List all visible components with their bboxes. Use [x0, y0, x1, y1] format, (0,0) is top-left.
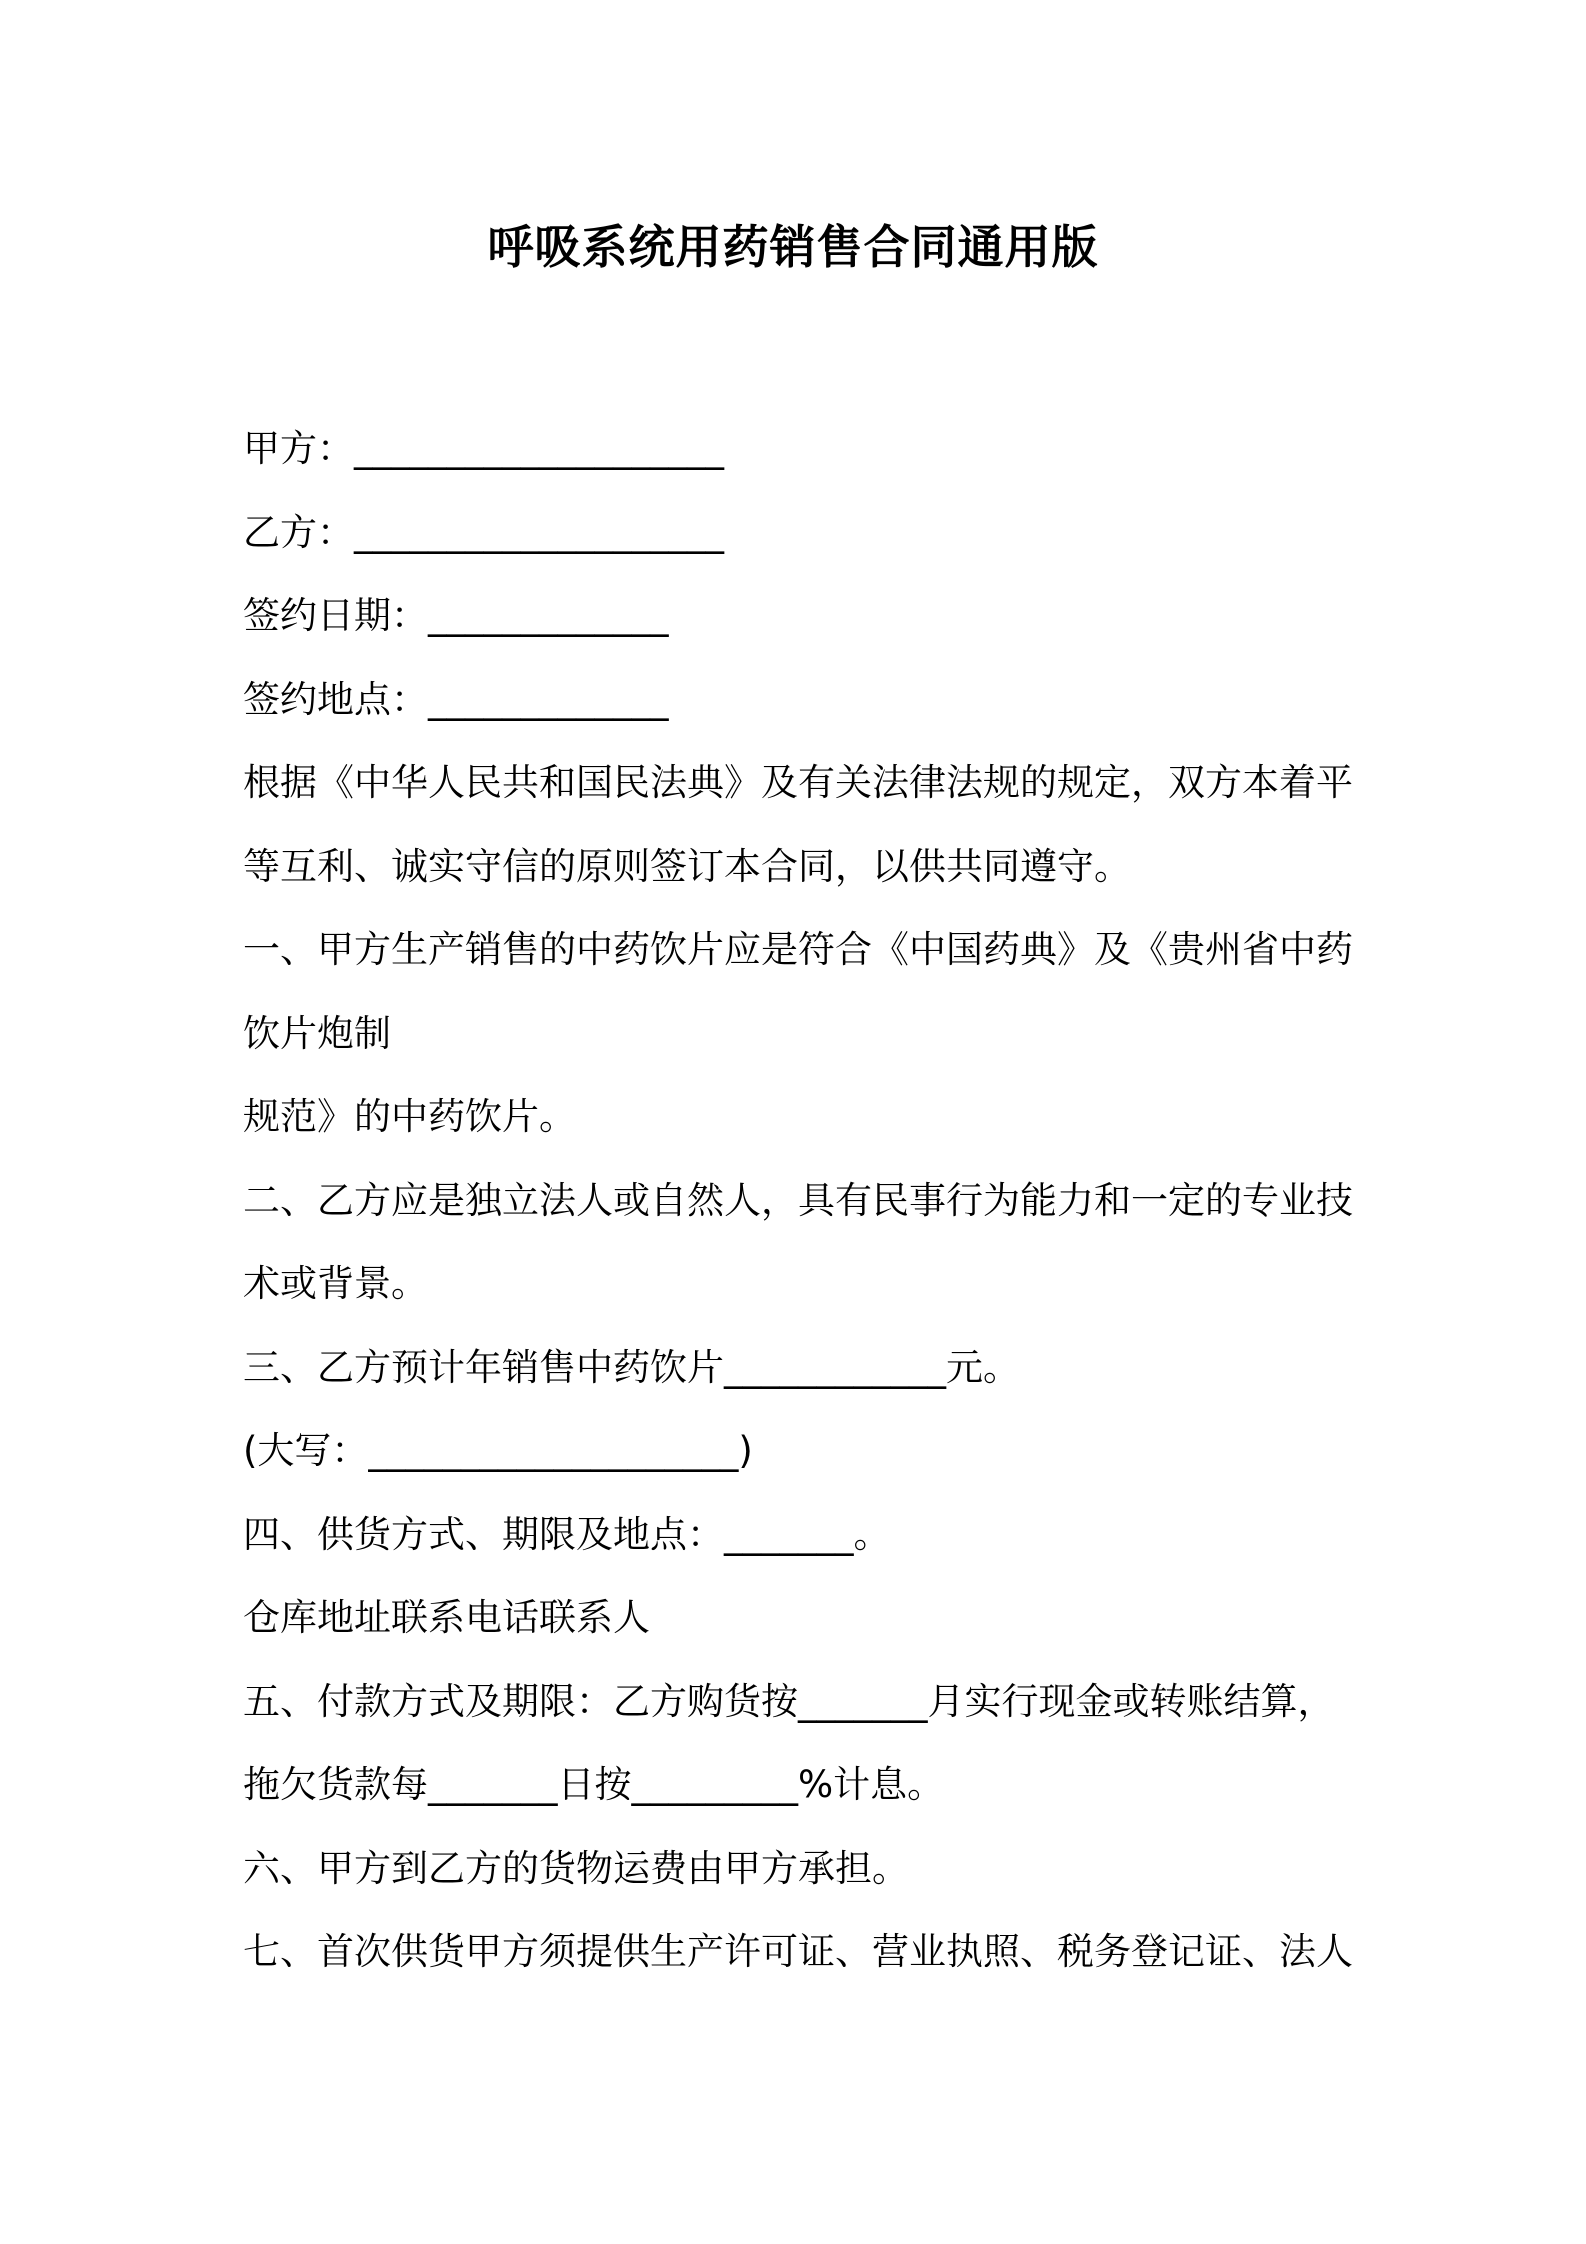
clause-5-line-1: 五、付款方式及期限：乙方购货按_______月实行现金或转账结算， — [243, 1679, 1335, 1723]
clause-4-line-2: 仓库地址联系电话联系人 — [243, 1596, 650, 1639]
clause-6-line-1: 六、甲方到乙方的货物运费由甲方承担。 — [243, 1846, 909, 1890]
clause-1-line-2: 饮片炮制 — [243, 1011, 391, 1055]
preamble-line-2: 等互利、诚实守信的原则签订本合同，以供共同遵守。 — [243, 844, 1131, 888]
clause-7-line-1: 七、首次供货甲方须提供生产许可证、营业执照、税务登记证、法人 — [243, 1930, 1353, 1973]
clause-1-line-1: 一、甲方生产销售的中药饮片应是符合《中国药典》及《贵州省中药 — [243, 928, 1353, 971]
document-title: 呼吸系统用药销售合同通用版 — [487, 220, 1099, 274]
party-b-line: 乙方：____________________ — [243, 510, 724, 554]
clause-2-line-1: 二、乙方应是独立法人或自然人，具有民事行为能力和一定的专业技 — [243, 1178, 1353, 1222]
signing-date-line: 签约日期：_____________ — [243, 594, 669, 637]
preamble-line-1: 根据《中华人民共和国民法典》及有关法律法规的规定，双方本着平 — [243, 761, 1353, 804]
clause-4-line-1: 四、供货方式、期限及地点：_______。 — [243, 1512, 891, 1556]
clause-2-line-2: 术或背景。 — [243, 1262, 428, 1305]
clause-5-line-2: 拖欠货款每_______日按_________%计息。 — [243, 1763, 945, 1806]
signing-place-line: 签约地点：_____________ — [243, 677, 669, 721]
clause-1-line-3: 规范》的中药饮片。 — [243, 1095, 576, 1138]
contract-body — [243, 407, 1363, 1994]
clause-3-line-2: (大写：____________________) — [243, 1429, 753, 1472]
clause-3-line-1: 三、乙方预计年销售中药饮片____________元。 — [243, 1345, 1020, 1389]
party-a-line: 甲方：____________________ — [243, 427, 724, 470]
